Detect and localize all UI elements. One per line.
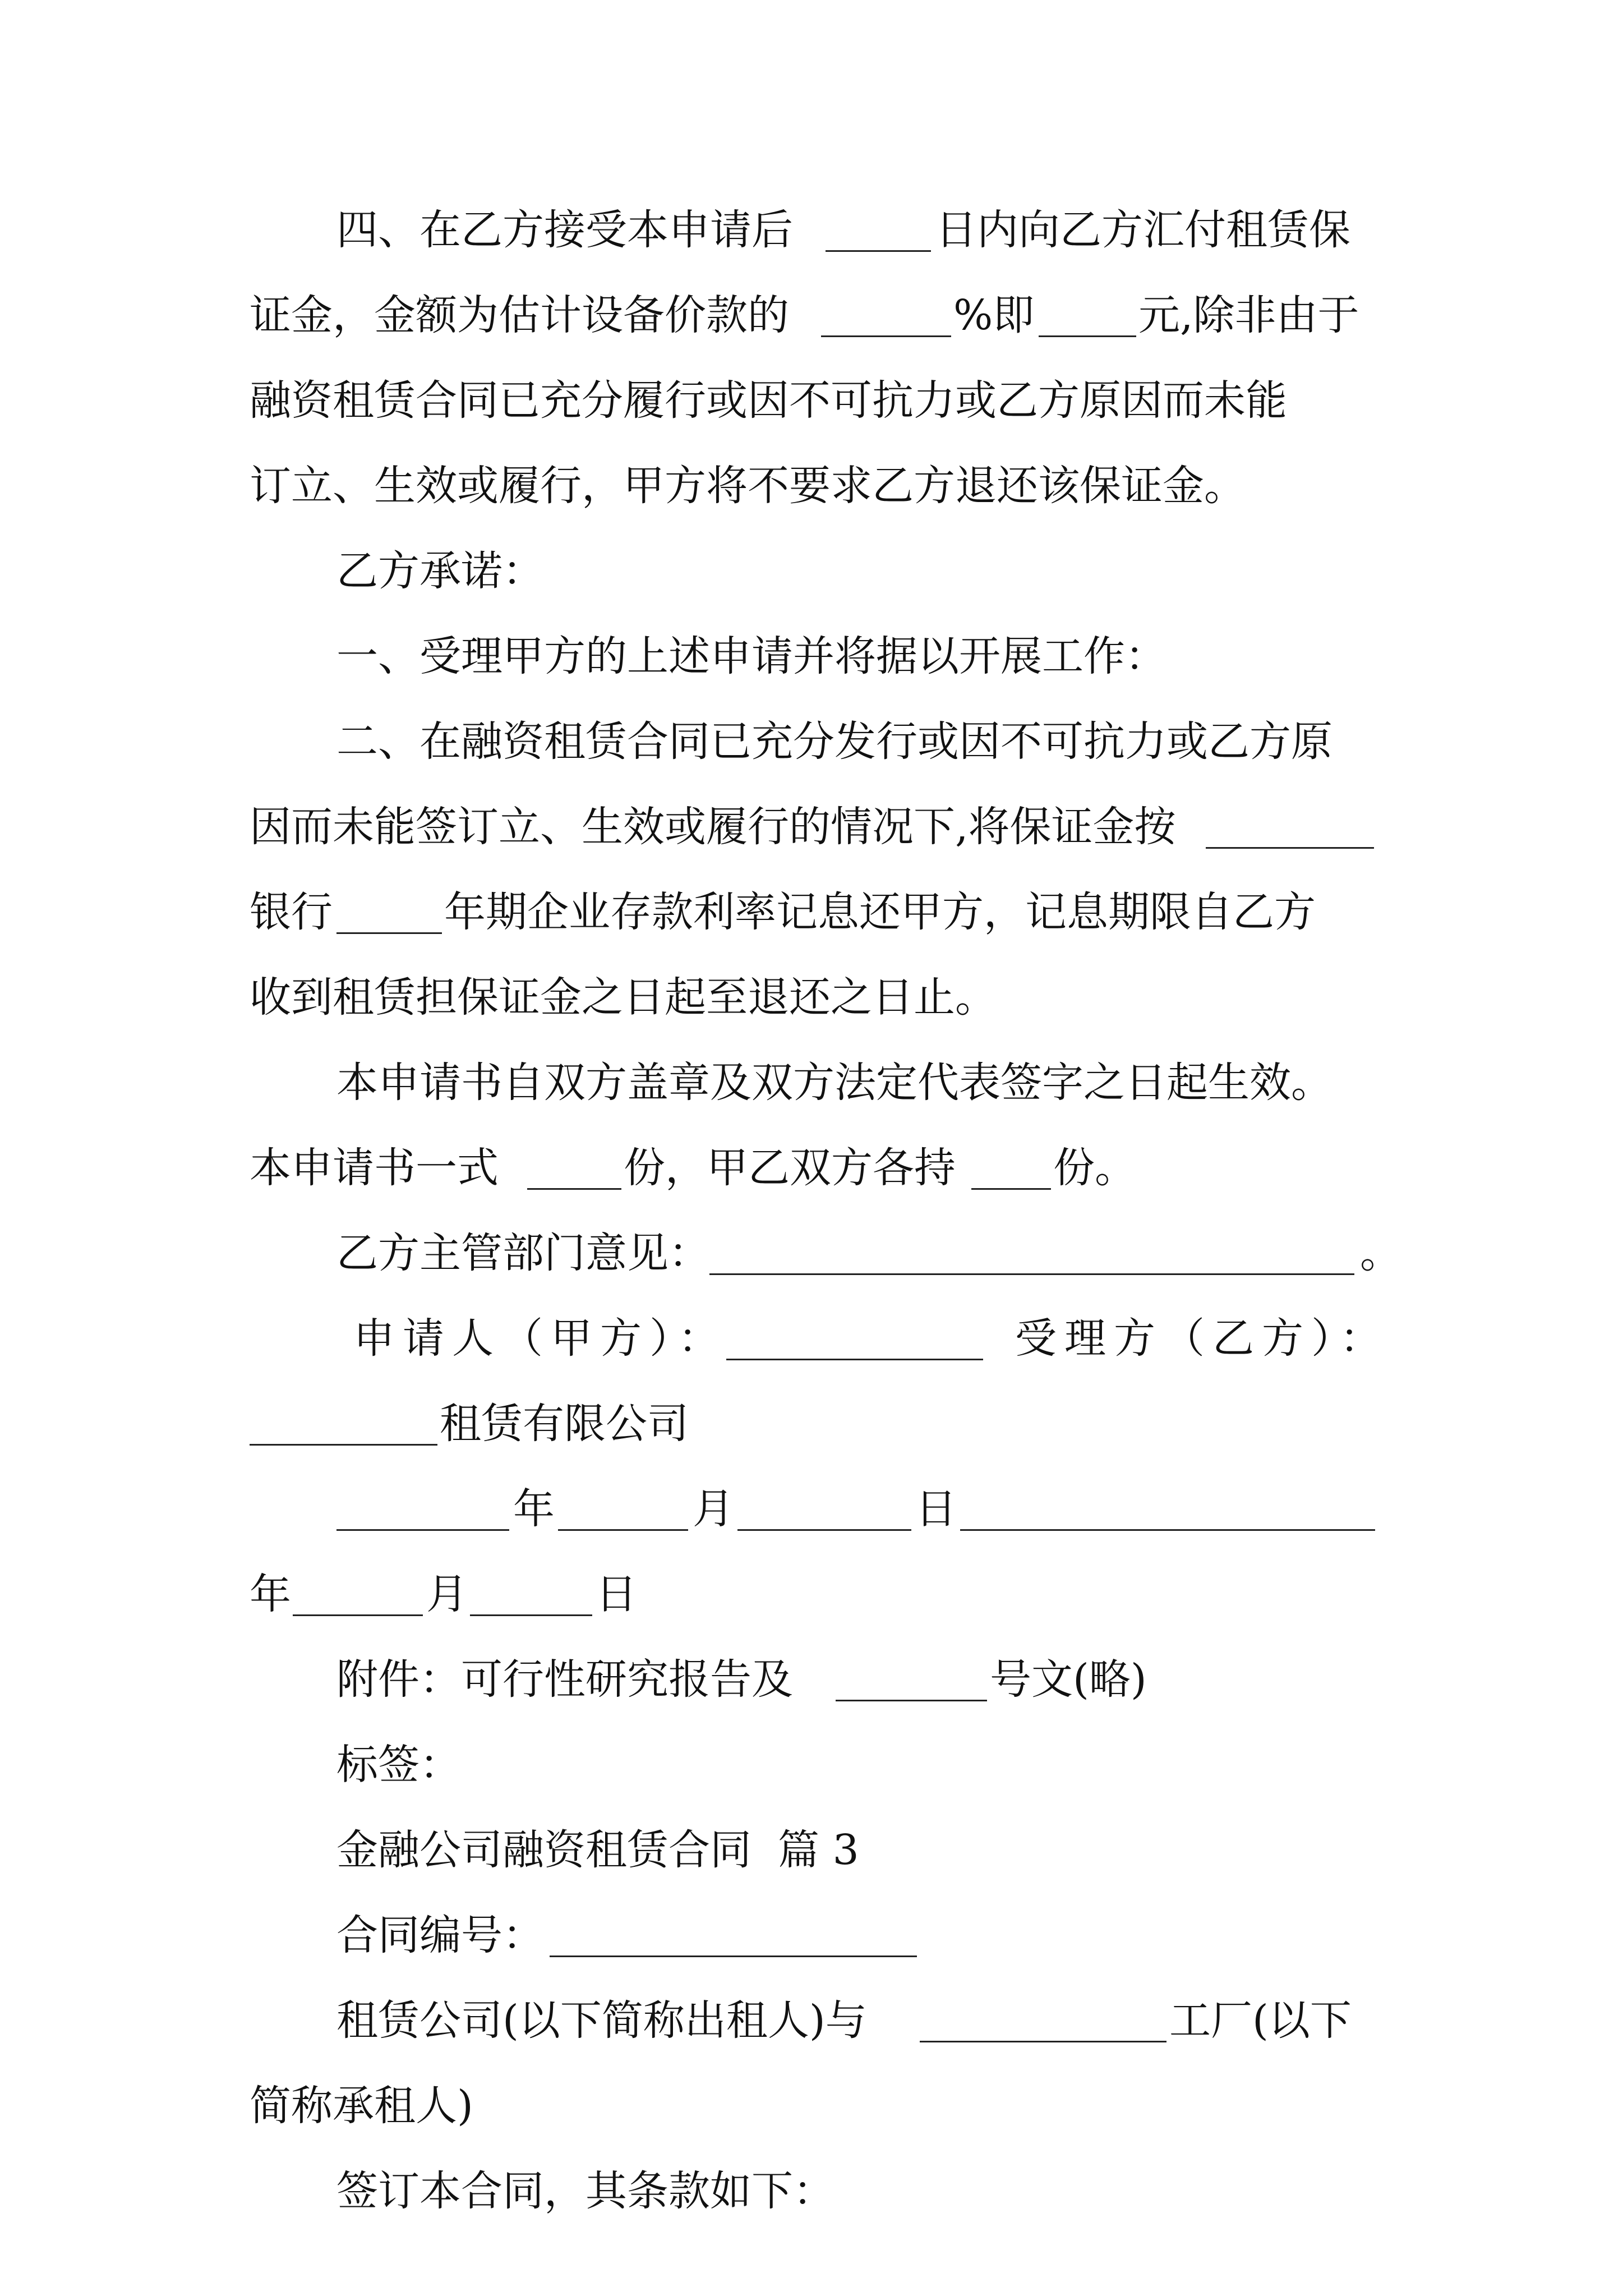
- promise-item-2-text: 银行: [250, 888, 333, 936]
- blank-each-copies: [971, 1188, 1051, 1190]
- attachment-line: [0, 1640, 1623, 1719]
- blank-amount: [1039, 335, 1136, 337]
- blank-document-no: [836, 1700, 987, 1701]
- clause-4-line-2: [0, 276, 1623, 355]
- tags-label: 标签：: [336, 1741, 461, 1789]
- day-label: 日: [915, 1485, 957, 1533]
- year-label: 年: [250, 1570, 291, 1618]
- promise-item-1: [0, 617, 1623, 696]
- blank-applicant: [726, 1359, 983, 1360]
- signature-line: [0, 1299, 1623, 1378]
- promise-item-2-line-1: [0, 702, 1623, 781]
- promise-heading-text: 乙方承诺：: [336, 547, 544, 595]
- attachment-label: 附件：可行性研究报告及: [336, 1655, 793, 1704]
- company-line: [0, 1384, 1623, 1463]
- promise-item-2-line-2: [0, 788, 1623, 866]
- effect-text: 本申请书自双方盖章及双方法定代表签字之日起生效。: [336, 1059, 1332, 1107]
- promise-item-2-text: 二、在融资租赁合同已充分发行或因不可抗力或乙方原: [336, 717, 1332, 766]
- terms-intro: [0, 2152, 1623, 2230]
- clause-4-text: 订立、生效或履行，甲方将不要求乙方退还该保证金。: [250, 462, 1246, 510]
- promise-item-1-text: 一、受理甲方的上述申请并将据以开展工作：: [336, 632, 1166, 680]
- acceptor-label: 受理方（乙方）：: [1015, 1314, 1389, 1363]
- blank-bank: [1206, 847, 1374, 849]
- effect-text: 本申请书一式: [250, 1144, 499, 1192]
- blank-month: [558, 1529, 688, 1531]
- month-label: 月: [693, 1485, 734, 1533]
- blank-dept-opinion: [709, 1273, 1354, 1275]
- promise-item-2-line-4: [0, 958, 1623, 1037]
- parties-line-2: [0, 2067, 1623, 2145]
- promise-item-2-text: 收到租赁担保证金之日起至退还之日止。: [250, 973, 997, 1022]
- dept-opinion-label: 乙方主管部门意见：: [336, 1229, 710, 1277]
- blank-day-2: [470, 1614, 592, 1616]
- applicant-label: 申请人（甲方）：: [353, 1314, 727, 1363]
- day-label: 日: [596, 1570, 637, 1618]
- promise-item-2-text: 年期企业存款利率记息还甲方，记息期限自乙方: [444, 888, 1316, 936]
- parties-text: 简称承租人): [250, 2082, 473, 2130]
- clause-4-text: %即: [953, 291, 1035, 339]
- blank-copies: [527, 1188, 621, 1190]
- clause-4-line-4: [0, 447, 1623, 525]
- effect-line-1: [0, 1043, 1623, 1122]
- parties-line-1: [0, 1981, 1623, 2060]
- tags-line: [0, 1726, 1623, 1804]
- dept-opinion: [0, 1214, 1623, 1292]
- dept-opinion-end: 。: [1360, 1229, 1401, 1277]
- blank-company: [250, 1444, 437, 1446]
- section-title: [0, 1811, 1623, 1889]
- blank-second-year: [960, 1529, 1375, 1531]
- contract-number-line: [0, 1896, 1623, 1975]
- parties-text: 租赁公司(以下简称出租人)与: [336, 1996, 867, 2045]
- clause-4-line-3: [0, 361, 1623, 440]
- clause-4-line-1: [0, 191, 1623, 269]
- blank-percent: [821, 335, 951, 337]
- clause-4-text: 日内向乙方汇付租赁保: [935, 206, 1350, 254]
- section-title-text: 金融公司融资租赁合同 篇 3: [336, 1826, 859, 1874]
- effect-text: 份。: [1053, 1144, 1136, 1192]
- parties-text: 工厂(以下: [1169, 1996, 1352, 2045]
- terms-intro-text: 签订本合同，其条款如下：: [336, 2167, 834, 2215]
- date-line-2: [0, 1555, 1623, 1634]
- clause-4-text: 四、在乙方接受本申请后: [336, 206, 793, 254]
- clause-4-text: 元,除非由于: [1138, 291, 1359, 339]
- blank-day: [737, 1529, 911, 1531]
- clause-4-text: 证金，金额为估计设备价款的: [250, 291, 789, 339]
- blank-year: [336, 1529, 509, 1531]
- year-label: 年: [513, 1485, 555, 1533]
- clause-4-text: 融资租赁合同已充分履行或因不可抗力或乙方原因而未能: [250, 376, 1287, 425]
- blank-days: [826, 250, 931, 252]
- promise-heading: [0, 532, 1623, 610]
- date-line-1: [0, 1470, 1623, 1548]
- attachment-suffix: 号文(略): [990, 1655, 1147, 1704]
- effect-line-2: [0, 1129, 1623, 1207]
- contract-number-label: 合同编号：: [336, 1911, 544, 1959]
- blank-month-2: [293, 1614, 423, 1616]
- month-label: 月: [426, 1570, 468, 1618]
- company-suffix: 租赁有限公司: [440, 1400, 689, 1448]
- promise-item-2-line-3: [0, 873, 1623, 951]
- promise-item-2-text: 因而未能签订立、生效或履行的情况下,将保证金按: [250, 803, 1176, 851]
- blank-term: [336, 932, 442, 934]
- blank-factory: [920, 2041, 1166, 2042]
- blank-contract-number: [550, 1955, 917, 1957]
- effect-text: 份，甲乙双方各持: [624, 1144, 956, 1192]
